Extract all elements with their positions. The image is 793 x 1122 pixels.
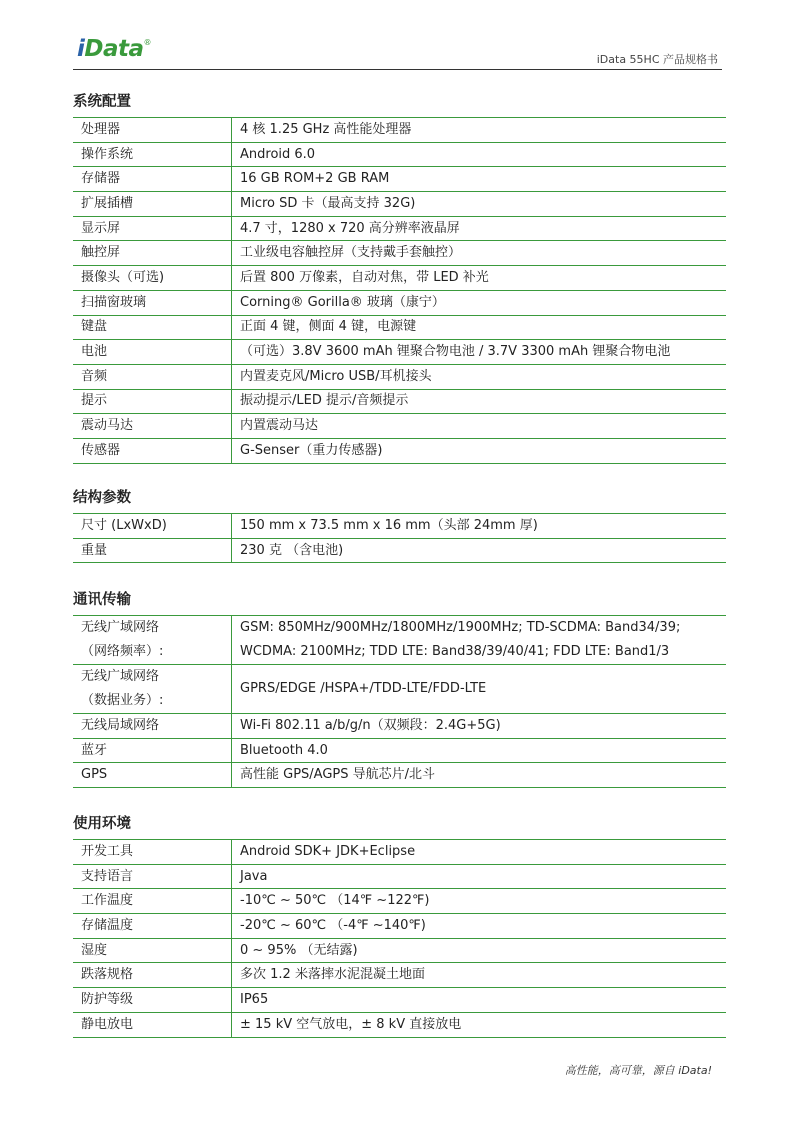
spec-value: 150 mm x 73.5 mm x 16 mm（头部 24mm 厚) <box>232 514 727 539</box>
spec-value: Android 6.0 <box>232 142 727 167</box>
table-row <box>73 290 726 315</box>
spec-key: 存储器 <box>73 167 232 192</box>
spec-value: GSM: 850MHz/900MHz/1800MHz/1900MHz; TD-SCDMA: Band34/39; WCDMA: 2100MHz; TDD LTE: Band38/39/40/41; FDD LTE: Band1/3 <box>232 616 727 665</box>
spec-table <box>73 117 726 464</box>
spec-value: -10℃ ~ 50℃ （14℉ ~122℉) <box>232 889 727 914</box>
document-title: iData 55HC 产品规格书 <box>596 53 718 66</box>
table-row <box>73 616 726 665</box>
spec-key: GPS <box>73 763 232 788</box>
table-row <box>73 763 726 788</box>
table-row <box>73 714 726 739</box>
spec-key: 提示 <box>73 389 232 414</box>
spec-value: 16 GB ROM+2 GB RAM <box>232 167 727 192</box>
spec-value: 内置麦克风/Micro USB/耳机接头 <box>232 364 727 389</box>
spec-key: 蓝牙 <box>73 738 232 763</box>
spec-value: Wi-Fi 802.11 a/b/g/n（双频段：2.4G+5G) <box>232 714 727 739</box>
section-system-config <box>73 92 726 464</box>
spec-key: 触控屏 <box>73 241 232 266</box>
table-row <box>73 167 726 192</box>
table-row <box>73 914 726 939</box>
spec-table <box>73 513 726 563</box>
spec-value: 多次 1.2 米落摔水泥混凝土地面 <box>232 963 727 988</box>
spec-value: 230 克 （含电池) <box>232 538 727 563</box>
table-row <box>73 142 726 167</box>
section-title: 通讯传输 <box>73 592 131 608</box>
spec-key: 摄像头（可选) <box>73 266 232 291</box>
spec-key: 操作系统 <box>73 142 232 167</box>
table-row <box>73 538 726 563</box>
spec-table <box>73 615 726 788</box>
spec-value: 4.7 寸，1280 x 720 高分辨率液晶屏 <box>232 216 727 241</box>
spec-value: IP65 <box>232 988 727 1013</box>
table-row <box>73 840 726 865</box>
table-row <box>73 514 726 539</box>
spec-key: 无线广域网络 （数据业务）: <box>73 665 232 714</box>
spec-key: 尺寸 (LxWxD) <box>73 514 232 539</box>
table-row <box>73 438 726 463</box>
spec-key: 无线广域网络 （网络频率）: <box>73 616 232 665</box>
table-row <box>73 216 726 241</box>
spec-key: 扩展插槽 <box>73 192 232 217</box>
spec-key: 无线局域网络 <box>73 714 232 739</box>
table-row <box>73 988 726 1013</box>
spec-value: 工业级电容触控屏（支持戴手套触控） <box>232 241 727 266</box>
spec-key: 电池 <box>73 340 232 365</box>
spec-value: Java <box>232 864 727 889</box>
spec-key: 支持语言 <box>73 864 232 889</box>
spec-key: 开发工具 <box>73 840 232 865</box>
spec-value: 0 ~ 95% （无结露) <box>232 938 727 963</box>
spec-value: 4 核 1.25 GHz 高性能处理器 <box>232 118 727 143</box>
spec-value: G-Senser（重力传感器) <box>232 438 727 463</box>
header-divider <box>73 69 722 70</box>
idata-logo: iData® <box>77 36 152 62</box>
spec-key: 处理器 <box>73 118 232 143</box>
section-title: 系统配置 <box>73 94 131 110</box>
table-row <box>73 340 726 365</box>
spec-key: 存储温度 <box>73 914 232 939</box>
table-row <box>73 241 726 266</box>
spec-key: 静电放电 <box>73 1012 232 1037</box>
spec-key: 传感器 <box>73 438 232 463</box>
section-communication <box>73 590 726 788</box>
spec-key: 键盘 <box>73 315 232 340</box>
table-row <box>73 266 726 291</box>
spec-key: 显示屏 <box>73 216 232 241</box>
table-row <box>73 1012 726 1037</box>
table-row <box>73 389 726 414</box>
table-row <box>73 738 726 763</box>
table-row <box>73 938 726 963</box>
spec-value: ± 15 kV 空气放电，± 8 kV 直接放电 <box>232 1012 727 1037</box>
spec-value: 振动提示/LED 提示/音频提示 <box>232 389 727 414</box>
spec-value: Corning® Gorilla® 玻璃（康宁） <box>232 290 727 315</box>
table-row <box>73 665 726 714</box>
section-title: 使用环境 <box>73 816 131 832</box>
spec-table <box>73 839 726 1038</box>
page-header <box>73 32 722 70</box>
table-row <box>73 414 726 439</box>
spec-value: 高性能 GPS/AGPS 导航芯片/北斗 <box>232 763 727 788</box>
spec-value: 正面 4 键，侧面 4 键，电源键 <box>232 315 727 340</box>
section-title: 结构参数 <box>73 490 131 506</box>
spec-key: 跌落规格 <box>73 963 232 988</box>
spec-value: GPRS/EDGE /HSPA+/TDD-LTE/FDD-LTE <box>232 665 727 714</box>
spec-key: 重量 <box>73 538 232 563</box>
spec-value: Android SDK+ JDK+Eclipse <box>232 840 727 865</box>
spec-value: Bluetooth 4.0 <box>232 738 727 763</box>
spec-value: 后置 800 万像素，自动对焦，带 LED 补光 <box>232 266 727 291</box>
spec-value: -20℃ ~ 60℃ （-4℉ ~140℉) <box>232 914 727 939</box>
section-structure <box>73 488 726 563</box>
spec-key: 音频 <box>73 364 232 389</box>
table-row <box>73 864 726 889</box>
table-row <box>73 963 726 988</box>
table-row <box>73 315 726 340</box>
table-row <box>73 889 726 914</box>
table-row <box>73 192 726 217</box>
table-row <box>73 364 726 389</box>
spec-value: 内置震动马达 <box>232 414 727 439</box>
spec-key: 震动马达 <box>73 414 232 439</box>
section-environment <box>73 814 726 1038</box>
spec-key: 工作温度 <box>73 889 232 914</box>
spec-value: （可选）3.8V 3600 mAh 锂聚合物电池 / 3.7V 3300 mAh 锂聚合物电池 <box>232 340 727 365</box>
footer-slogan: 高性能，高可靠，源自 iData! <box>564 1064 712 1077</box>
spec-key: 扫描窗玻璃 <box>73 290 232 315</box>
table-row <box>73 118 726 143</box>
spec-value: Micro SD 卡（最高支持 32G) <box>232 192 727 217</box>
spec-key: 防护等级 <box>73 988 232 1013</box>
spec-key: 湿度 <box>73 938 232 963</box>
